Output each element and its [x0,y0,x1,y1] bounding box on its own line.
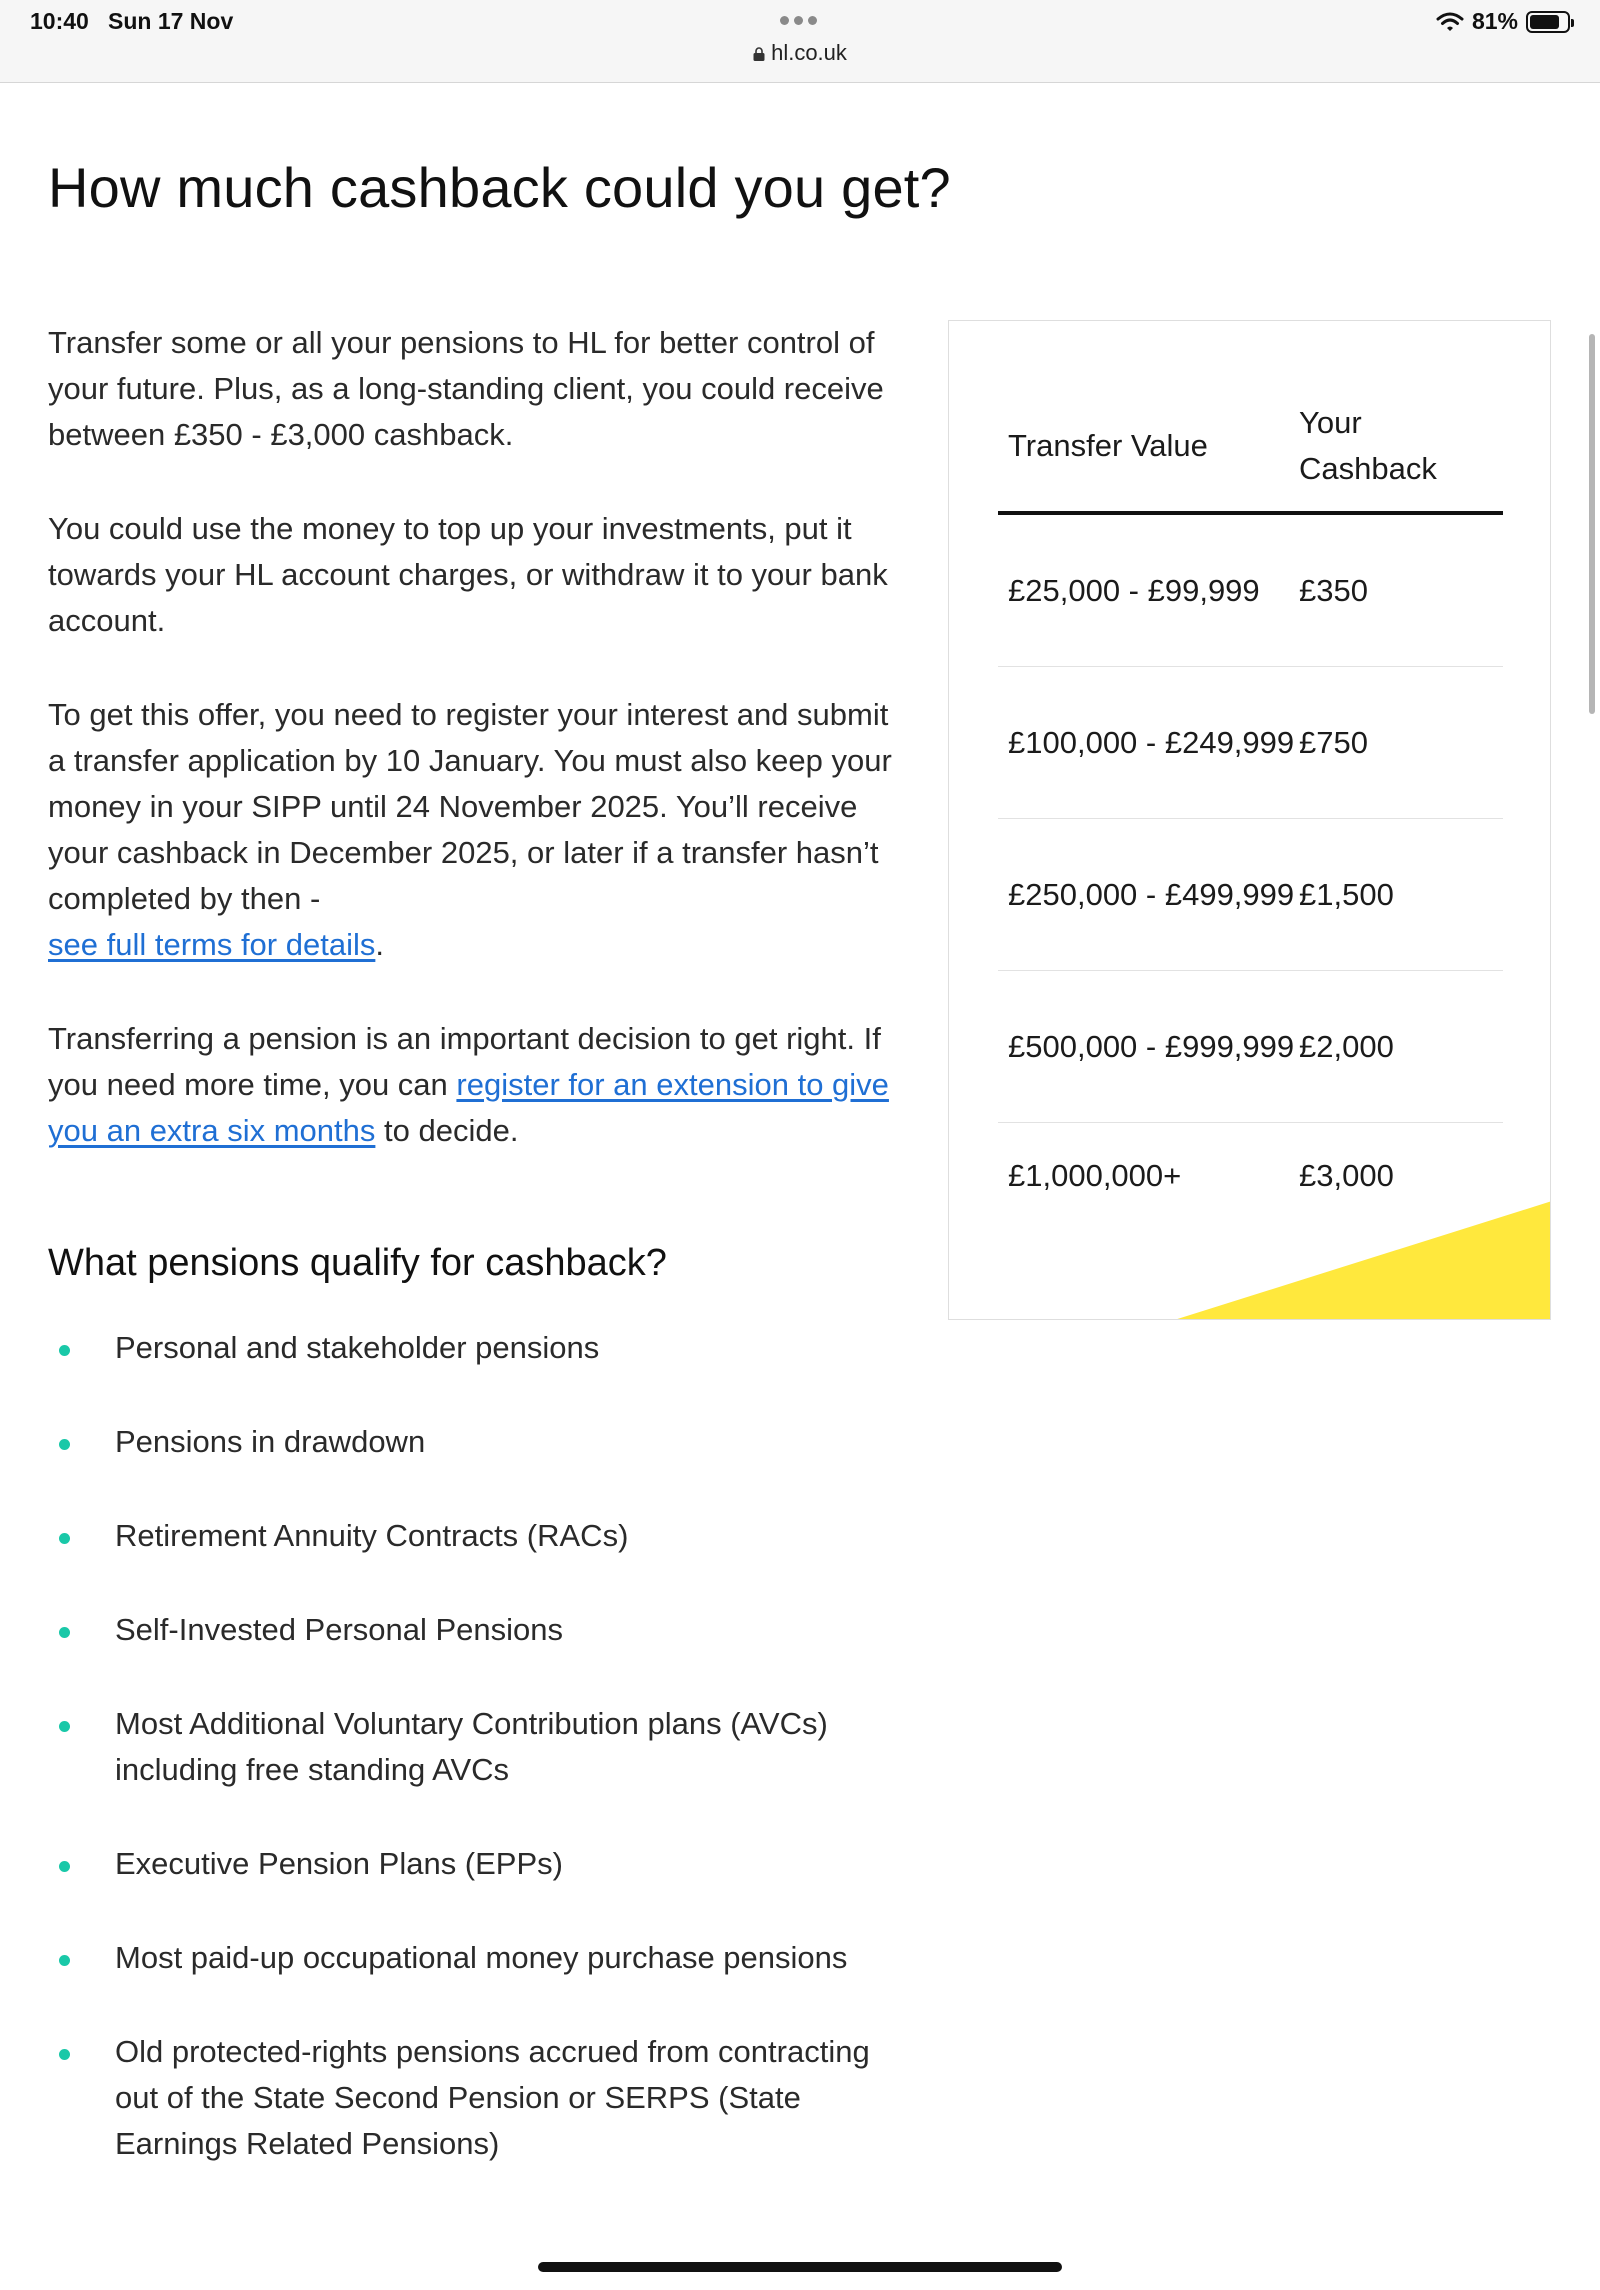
list-item: Executive Pension Plans (EPPs) [48,1841,908,1887]
table-row [998,515,1503,667]
list-item: Most Additional Voluntary Contribution plans (AVCs) including free standing AVCs [48,1701,908,1793]
cashback-cell: £2,000 [1299,1028,1394,1064]
page-scrollbar[interactable] [1589,334,1595,714]
table-row [998,1123,1503,1228]
bullet-dot-icon [59,1861,70,1872]
extension-paragraph [48,1016,908,1154]
transfer-value-cell: £500,000 - £999,999 [1008,1028,1295,1064]
qualifying-heading: What pensions qualify for cashback? [48,1242,667,1284]
lock-icon [753,41,765,55]
bullet-dot-icon [59,1627,70,1638]
status-indicators [1436,8,1570,35]
browser-top-bar [0,0,1600,83]
page-title: How much cashback could you get? [48,156,951,219]
extension-end: to decide. [384,1113,519,1148]
battery-percent: 81% [1471,8,1518,34]
qualifying-pensions-list [48,1325,908,2167]
bullet-dot-icon [59,1533,70,1544]
list-item: Retirement Annuity Contracts (RACs) [48,1513,908,1559]
list-item: Self-Invested Personal Pensions [48,1607,908,1653]
cashback-cell: £350 [1299,572,1368,608]
table-row [998,819,1503,971]
main-content [48,320,908,2215]
table-header [998,381,1503,515]
list-item: Most paid-up occupational money purchase pensions [48,1935,908,1981]
bullet-dot-icon [59,1721,70,1732]
more-dots-icon[interactable] [780,16,817,25]
bullet-dot-icon [59,1345,70,1356]
cashback-table [998,381,1503,1228]
transfer-value-cell: £25,000 - £99,999 [1008,572,1260,608]
list-item: Personal and stakeholder pensions [48,1325,908,1371]
bullet-dot-icon [59,1439,70,1450]
header-transfer-value: Transfer Value [1008,428,1208,463]
list-item: Pensions in drawdown [48,1419,908,1465]
bullet-dot-icon [59,2049,70,2060]
offer-terms-text: To get this offer, you need to register your interest and submit a transfer application by 10 January. You must also keep your money in your SIPP until 24 November 2025. You’ll receive your cashback in December 2025, or later if a transfer hasn’t completed by then - [48,697,892,916]
home-indicator[interactable] [538,2262,1062,2272]
cashback-table-card [948,320,1551,1320]
cashback-cell: £1,500 [1299,876,1394,912]
transfer-value-cell: £100,000 - £249,999 [1008,724,1295,760]
cashback-cell: £750 [1299,724,1368,760]
offer-terms-end: . [375,927,384,962]
table-row [998,971,1503,1123]
status-time [30,8,233,35]
intro-paragraph: Transfer some or all your pensions to HL for better control of your future. Plus, as a long-standing client, you could receive between £350 - £3,000 cashback. [48,325,884,452]
header-your-cashback: Your Cashback [1299,405,1437,486]
transfer-value-cell: £250,000 - £499,999 [1008,876,1295,912]
cashback-cell: £3,000 [1299,1157,1394,1193]
address-bar[interactable] [0,40,1600,66]
url-text: hl.co.uk [771,40,847,65]
usage-paragraph: You could use the money to top up your investments, put it towards your HL account charges, or withdraw it to your bank account. [48,511,888,638]
register-extension-link[interactable]: register for an extension to give you an extra six months [48,1067,889,1148]
transfer-value-cell: £1,000,000+ [1008,1157,1182,1193]
offer-terms-paragraph [48,692,908,968]
list-item: Old protected-rights pensions accrued from contracting out of the State Second Pension or SERPS (State Earnings Related Pensions) [48,2029,908,2167]
status-date: Sun 17 Nov [108,8,234,34]
bullet-dot-icon [59,1955,70,1966]
wifi-icon [1436,11,1464,33]
status-time-value: 10:40 [30,8,89,34]
extension-text: Transferring a pension is an important decision to get right. If you need more time, you can [48,1021,881,1102]
battery-icon [1526,11,1570,33]
full-terms-link[interactable]: see full terms for details [48,927,376,962]
table-row [998,667,1503,819]
